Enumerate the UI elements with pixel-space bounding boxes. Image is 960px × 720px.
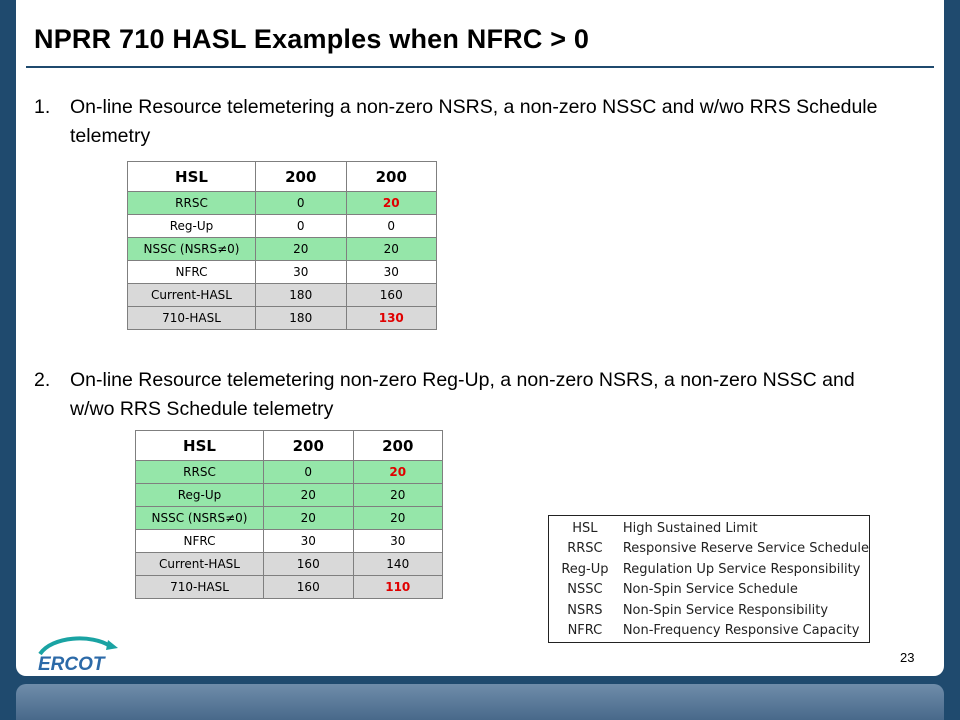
list-number: 2. — [34, 369, 51, 391]
header-cell: 200 — [256, 162, 347, 192]
legend-desc: Non-Frequency Responsive Capacity — [622, 623, 860, 639]
logo-swoosh — [40, 638, 110, 654]
table-row-current-hasl — [128, 284, 437, 307]
table-cell: 0 — [256, 192, 347, 215]
logo-text: ERCOT — [38, 654, 105, 675]
logo-arrow — [106, 640, 118, 650]
table-cell: 20 — [256, 238, 347, 261]
legend-abbr: Reg-Up — [561, 561, 609, 577]
table-header-row — [128, 162, 437, 192]
header-cell: 200 — [346, 162, 437, 192]
legend-abbr: NSSC — [567, 582, 603, 598]
row-label: Current-HASL — [128, 284, 256, 307]
table-cell: 0 — [346, 215, 437, 238]
table-cell: 140 — [353, 553, 443, 576]
legend-row — [549, 559, 869, 580]
table-row-710-hasl — [136, 576, 443, 599]
row-label: NFRC — [128, 261, 256, 284]
legend-desc: Regulation Up Service Responsibility — [622, 561, 861, 577]
table-cell: 20 — [353, 507, 443, 530]
row-label: Current-HASL — [136, 553, 264, 576]
legend-row — [549, 518, 869, 539]
table-row-nssc — [128, 238, 437, 261]
legend-row — [549, 621, 869, 642]
title-divider — [26, 66, 934, 68]
table-row-nfrc — [136, 530, 443, 553]
row-label: RRSC — [128, 192, 256, 215]
footer-bar — [16, 684, 944, 720]
table-row-nfrc — [128, 261, 437, 284]
table-cell: 20 — [353, 484, 443, 507]
header-cell: 200 — [264, 431, 354, 461]
table-row-710-hasl — [128, 307, 437, 330]
table-cell: 160 — [264, 553, 354, 576]
table-cell: 160 — [264, 576, 354, 599]
abbreviation-legend — [548, 515, 870, 643]
legend-row — [549, 600, 869, 621]
ercot-logo — [30, 632, 122, 676]
example-table-2 — [135, 430, 443, 599]
row-label: RRSC — [136, 461, 264, 484]
table-cell: 20 — [346, 238, 437, 261]
legend-abbr: NSRS — [567, 602, 603, 618]
table-cell-highlight: 110 — [353, 576, 443, 599]
table-row-rrsc — [128, 192, 437, 215]
row-label: 710-HASL — [128, 307, 256, 330]
table-cell: 160 — [346, 284, 437, 307]
table-cell: 180 — [256, 307, 347, 330]
table-cell: 20 — [264, 507, 354, 530]
table-cell: 30 — [353, 530, 443, 553]
legend-desc: Non-Spin Service Schedule — [622, 582, 798, 598]
table-header-row — [136, 431, 443, 461]
table-row-rrsc — [136, 461, 443, 484]
list-text: On-line Resource telemetering a non-zero NSRS, a non-zero NSSC and w/wo RRS Schedule telemetry — [70, 96, 878, 147]
table-cell-highlight: 20 — [353, 461, 443, 484]
row-label: NFRC — [136, 530, 264, 553]
table-cell-highlight: 130 — [346, 307, 437, 330]
row-label: Reg-Up — [136, 484, 264, 507]
list-text: On-line Resource telemetering non-zero Reg-Up, a non-zero NSRS, a non-zero NSSC and w/wo RRS Schedule telemetry — [70, 369, 855, 420]
legend-abbr: RRSC — [567, 541, 603, 557]
legend-desc: High Sustained Limit — [622, 520, 758, 536]
header-cell: 200 — [353, 431, 443, 461]
legend-abbr: HSL — [572, 520, 598, 536]
legend-table — [549, 518, 869, 641]
row-label: 710-HASL — [136, 576, 264, 599]
legend-abbr: NFRC — [567, 623, 603, 639]
page-number: 23 — [900, 650, 915, 665]
table-cell: 30 — [264, 530, 354, 553]
legend-desc: Non-Spin Service Responsibility — [622, 602, 829, 618]
header-cell: HSL — [136, 431, 264, 461]
table-cell-highlight: 20 — [346, 192, 437, 215]
legend-row — [549, 539, 869, 560]
slide-title: NPRR 710 HASL Examples when NFRC > 0 — [34, 24, 590, 54]
table-cell: 30 — [256, 261, 347, 284]
table-cell: 30 — [346, 261, 437, 284]
table-cell: 0 — [264, 461, 354, 484]
legend-desc: Responsive Reserve Service Schedule — [622, 541, 869, 557]
table-cell: 180 — [256, 284, 347, 307]
table-row-current-hasl — [136, 553, 443, 576]
row-label: NSSC (NSRS≠0) — [136, 507, 264, 530]
example-table-1 — [127, 161, 437, 330]
row-label: NSSC (NSRS≠0) — [128, 238, 256, 261]
table-cell: 20 — [264, 484, 354, 507]
table-cell: 0 — [256, 215, 347, 238]
legend-row — [549, 580, 869, 601]
table-row-nssc — [136, 507, 443, 530]
table-row-reg-up — [136, 484, 443, 507]
row-label: Reg-Up — [128, 215, 256, 238]
table-row-reg-up — [128, 215, 437, 238]
header-cell: HSL — [128, 162, 256, 192]
list-number: 1. — [34, 96, 51, 118]
